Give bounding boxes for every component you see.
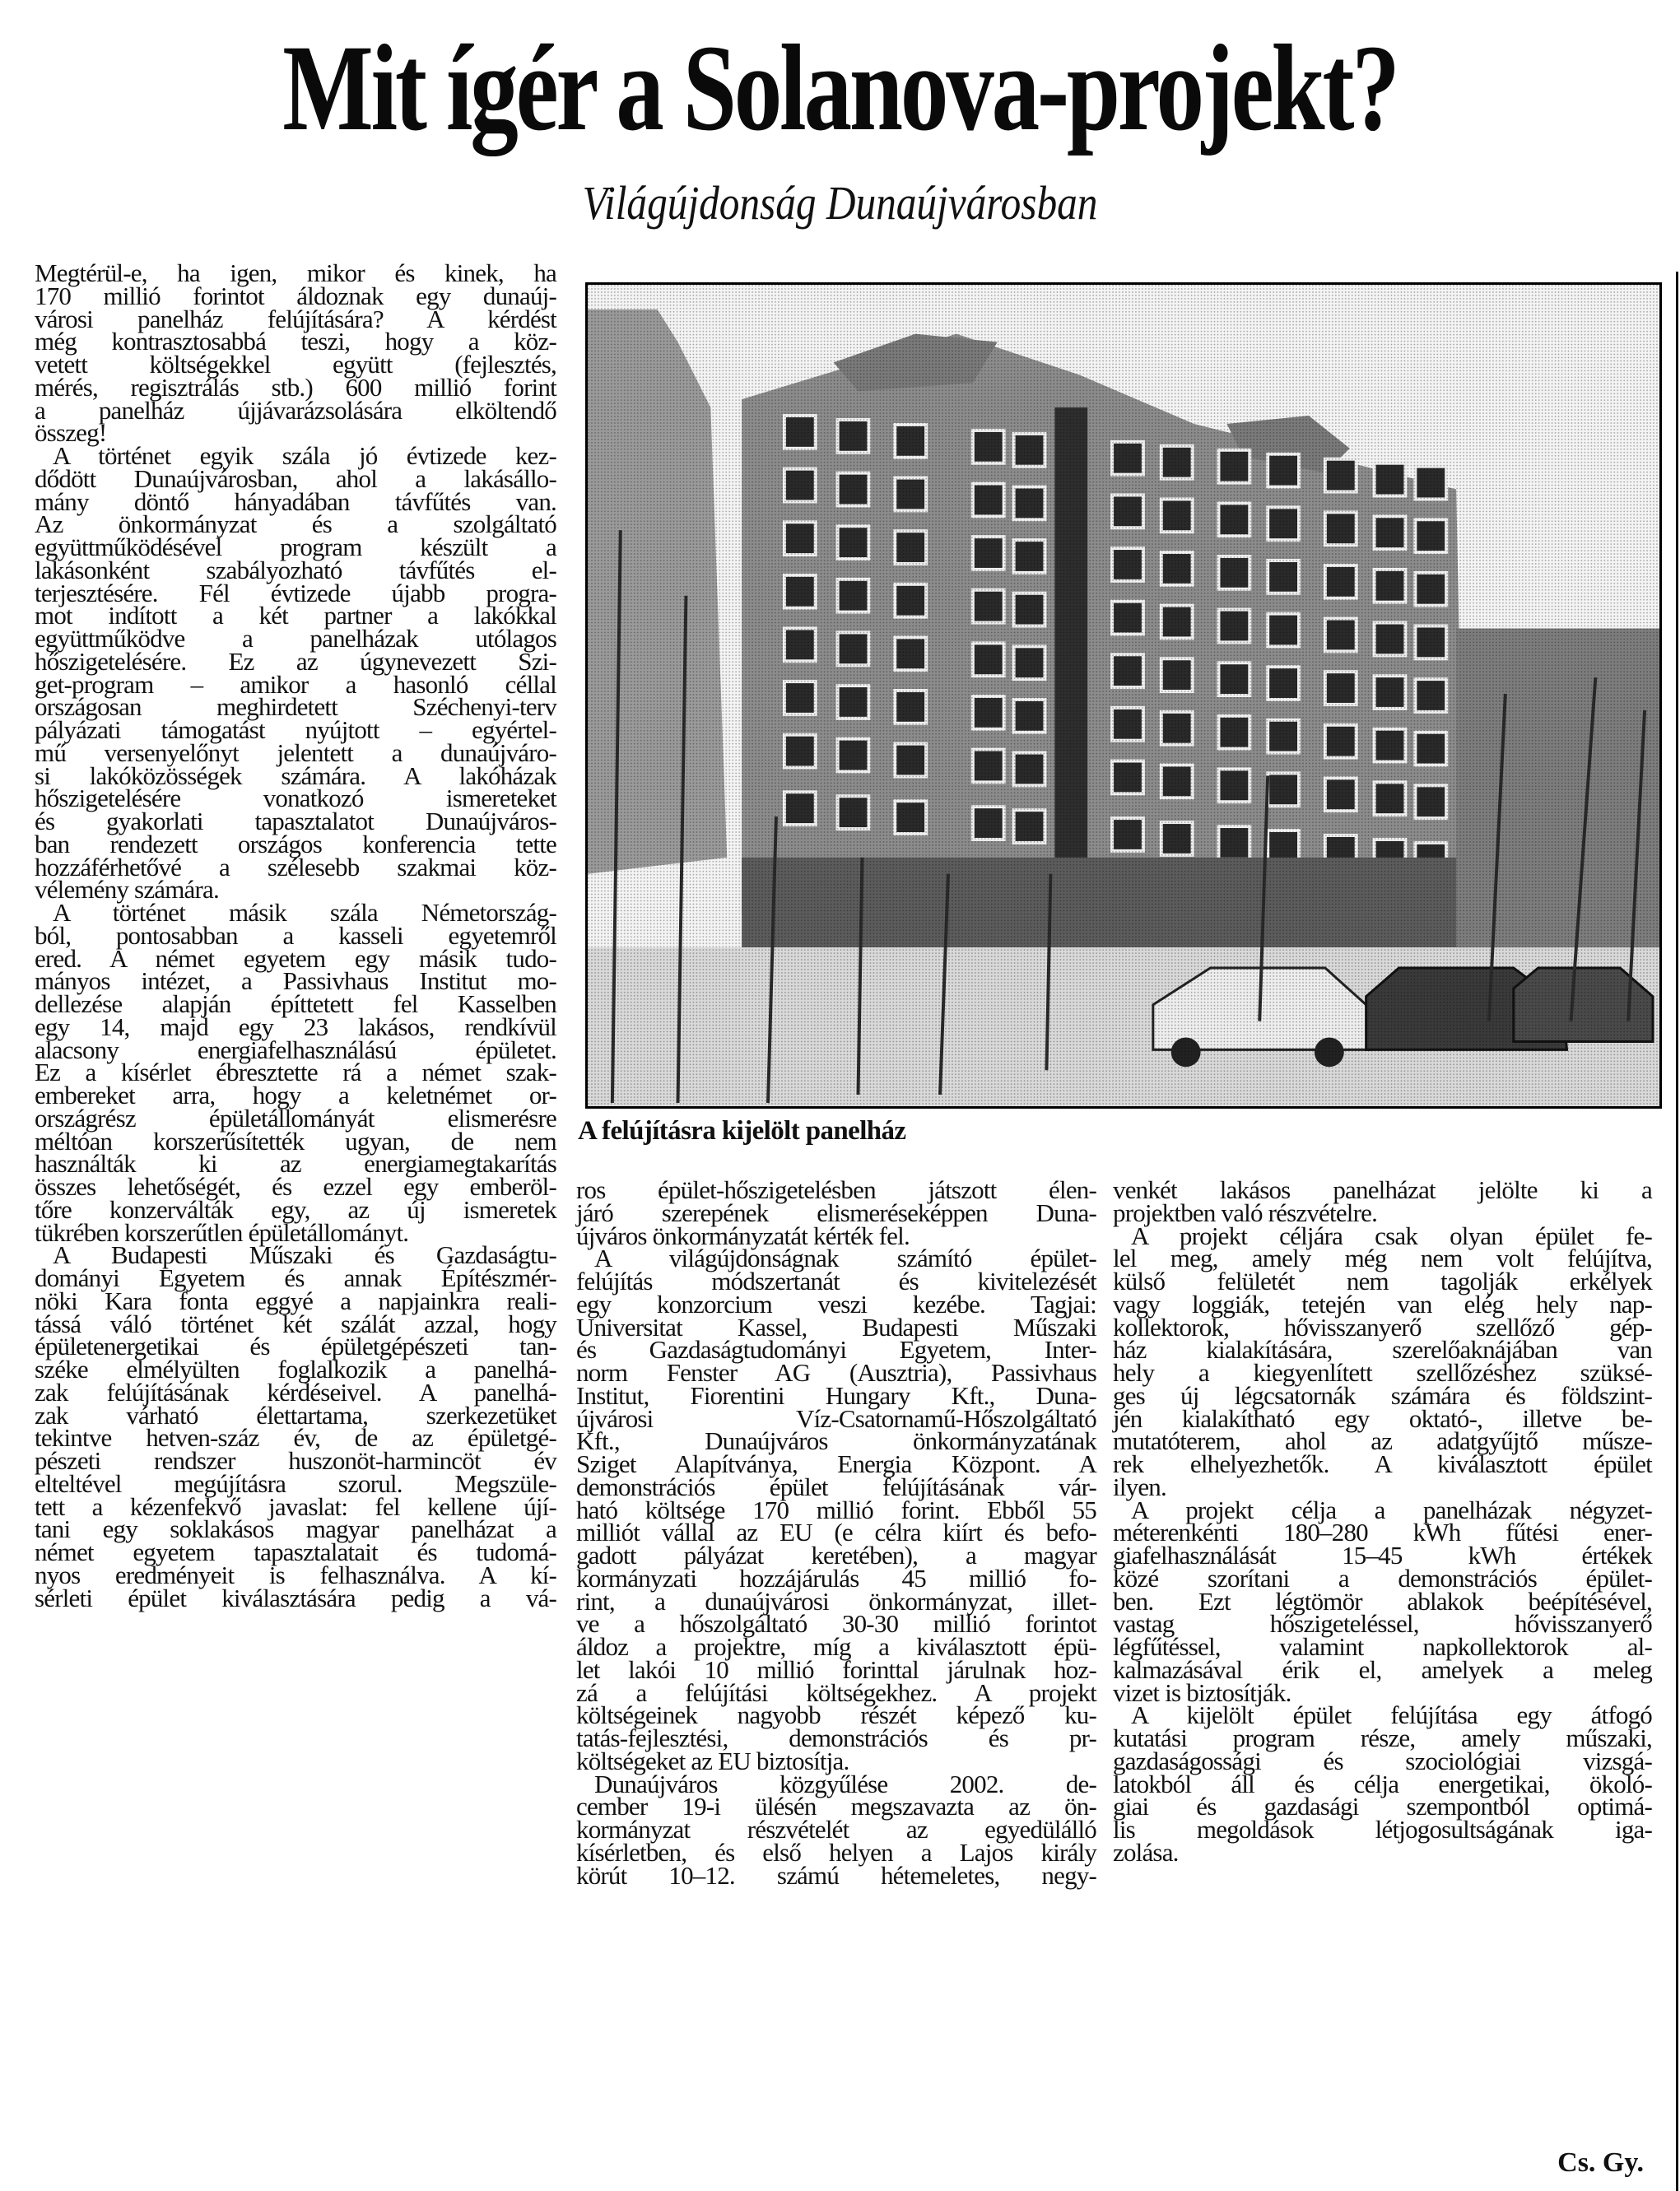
- text-line: újvárosi Víz-Csatornamű-Hőszolgáltató: [576, 1403, 1096, 1433]
- halftone-overlay: [588, 285, 1659, 1106]
- text-line: még kontrasztosabbá teszi, hogy a köz-: [35, 327, 556, 356]
- text-line: országosan meghirdetett Széchenyi-terv: [35, 692, 556, 722]
- text-line: lakásonként szabályozható távfűtés el-: [35, 555, 556, 584]
- text-line: közé szorítani a demonstrációs épület-: [1113, 1563, 1652, 1593]
- text-line: Dunaújváros közgyűlése 2002. de-: [594, 1769, 1096, 1798]
- text-line: A történet másik szála Németország-: [53, 898, 556, 927]
- text-line: ges új légcsatornák számára és földszint-: [1113, 1380, 1652, 1410]
- text-line: Ez a kísérlet ébresztette rá a német szak-: [35, 1058, 556, 1087]
- headline: Mit ígér a Solanova-projekt?: [282, 20, 1398, 156]
- text-line: ros épület-hőszigetelésben játszott élen-: [576, 1175, 1096, 1204]
- text-line: Kft., Dunaújváros önkormányzatának: [576, 1426, 1096, 1456]
- text-line: vélemény számára.: [35, 875, 219, 905]
- text-line: ház kialakítására, szerelőaknájában van: [1113, 1335, 1652, 1365]
- text-line: ve a hőszolgáltató 30-30 millió forintot: [576, 1609, 1096, 1639]
- photo-caption: A felújításra kijelölt panelház: [578, 1116, 906, 1146]
- text-line: összes lehetőségét, és ezzel egy emberöl-: [35, 1172, 556, 1201]
- text-line: gazdaságossági és szociológiai vizsgá-: [1113, 1746, 1652, 1775]
- text-line: költségeket az EU biztosítja.: [576, 1746, 849, 1775]
- text-line: felújítás módszertanát és kivitelezését: [576, 1267, 1096, 1296]
- text-line: elteltével megújításra szorul. Megszüle-: [35, 1468, 556, 1498]
- text-line: kollektorok, hővisszanyerő szellőző gép-: [1113, 1312, 1652, 1342]
- text-line: kutatási program része, amely műszaki,: [1113, 1723, 1652, 1752]
- text-line: A kijelölt épület felújítása egy átfogó: [1131, 1700, 1652, 1730]
- text-line: gadott pályázat keretében), a magyar: [576, 1541, 1096, 1570]
- text-line: tatás-fejlesztési, demonstrációs és pr-: [576, 1723, 1096, 1752]
- text-line: széke elmélyülten foglalkozik a panelhá-: [35, 1355, 556, 1384]
- text-line: ered. A német egyetem egy másik tudo-: [35, 943, 556, 973]
- text-line: pészeti rendszer huszonöt-harmincöt év: [35, 1446, 556, 1475]
- text-line: Megtérül-e, ha igen, mikor és kinek, ha: [35, 258, 556, 287]
- text-line: járó szerepének elismeréseképpen Duna-: [576, 1198, 1096, 1227]
- text-line: kormányzat részvételét az egyedülálló: [576, 1815, 1096, 1844]
- column-middle: [576, 1175, 1096, 1890]
- text-line: mű versenyelőnyt jelentett a dunaújváro-: [35, 737, 556, 767]
- text-line: rint, a dunaújvárosi önkormányzat, illet-: [576, 1586, 1096, 1616]
- text-line: venkét lakásos panelházat jelölte ki a: [1113, 1175, 1652, 1204]
- text-line: vetett költségekkel együtt (fejlesztés,: [35, 350, 556, 379]
- text-line: tükrében korszerűtlen épületállományt.: [35, 1217, 409, 1247]
- text-line: dományi Egyetem és annak Építészmér-: [35, 1263, 556, 1292]
- column-right: [1113, 1175, 1652, 1867]
- text-line: nyos eredményeit is felhasználva. A kí-: [35, 1560, 556, 1589]
- text-line: zak felújításának kérdéseivel. A panelhá-: [35, 1377, 556, 1407]
- text-line: kísérletben, és első helyen a Lajos király: [576, 1837, 1096, 1867]
- text-line: újváros önkormányzatát kérték fel.: [576, 1221, 910, 1250]
- text-line: 170 millió forintot áldoznak egy dunaúj-: [35, 281, 556, 310]
- text-line: projektben való részvételre.: [1113, 1198, 1378, 1227]
- text-line: dődött Dunaújvárosban, ahol a lakásállo-: [35, 463, 556, 493]
- text-line: tássá váló történet két szálát azzal, hogy: [35, 1309, 556, 1338]
- text-line: mérés, regisztrálás stb.) 600 millió forint: [35, 372, 556, 402]
- text-line: egy konzorcium veszi kezébe. Tagjai:: [576, 1289, 1096, 1319]
- text-line: A projekt célja a panelházak négyzet-: [1131, 1495, 1652, 1524]
- text-line: A világújdonságnak számító épület-: [594, 1244, 1096, 1273]
- text-line: latokból áll és célja energetikai, ökoló-: [1113, 1769, 1652, 1798]
- text-line: együttműködve a panelházak utólagos: [35, 624, 556, 653]
- text-line: és gyakorlati tapasztalatot Dunaújváros-: [35, 807, 556, 835]
- text-line: és Gazdaságtudományi Egyetem, Inter-: [576, 1335, 1096, 1365]
- text-line: norm Fenster AG (Ausztria), Passivhaus: [576, 1358, 1096, 1387]
- text-line: összeg!: [35, 418, 107, 448]
- text-line: dellezése alapján építtetett fel Kasselben: [35, 989, 556, 1018]
- text-line: költségeinek nagyobb részét képező ku-: [576, 1700, 1096, 1730]
- text-line: méterenkénti 180–280 kWh fűtési ener-: [1113, 1518, 1652, 1547]
- text-line: milliót vállal az EU (e célra kiírt és befo-: [576, 1518, 1096, 1547]
- text-line: nöki Kara fonta eggyé a napjainkra reali-: [35, 1286, 556, 1315]
- text-line: áldoz a projektre, míg a kiválasztott épü-: [576, 1632, 1096, 1661]
- text-line: hőszigetelésére vonatkozó ismereteket: [35, 784, 556, 813]
- subheadline: Világújdonság Dunaújvárosban: [582, 176, 1098, 230]
- text-line: zá a felújítási költségekhez. A projekt: [576, 1677, 1096, 1707]
- text-line: sérleti épület kiválasztására pedig a vá-: [35, 1583, 556, 1612]
- text-line: let lakói 10 millió forinttal járulnak hoz-: [576, 1654, 1096, 1684]
- text-line: német egyetem tapasztalatait és tudomá-: [35, 1537, 556, 1566]
- text-line: tőre konzerválták egy, az új ismeretek: [35, 1194, 556, 1224]
- text-line: giai és gazdasági szempontból optimá-: [1113, 1792, 1652, 1821]
- text-line: városi panelház felújítására? A kérdést: [35, 304, 556, 333]
- text-line: egy 14, majd egy 23 lakásos, rendkívül: [35, 1012, 556, 1041]
- text-line: get-program – amikor a hasonló céllal: [35, 669, 556, 699]
- text-line: mányos intézet, a Passivhaus Institut mo-: [35, 966, 556, 996]
- text-line: Institut, Fiorentini Hungary Kft., Duna-: [576, 1380, 1096, 1410]
- text-line: tani egy soklakásos magyar panelházat a: [35, 1514, 556, 1544]
- text-line: A Budapesti Műszaki és Gazdaságtu-: [53, 1240, 556, 1270]
- text-line: lis megoldások létjogosultságának iga-: [1113, 1815, 1652, 1844]
- text-line: együttműködésével program készült a: [35, 533, 556, 561]
- text-line: külső felületét nem tagolják erkélyek: [1113, 1267, 1652, 1296]
- building-photo-image: [588, 285, 1659, 1106]
- text-line: ilyen.: [1113, 1472, 1166, 1501]
- text-line: zak várható élettartama, szerkezetüket: [35, 1400, 556, 1430]
- text-line: jén kialakítható egy oktató-, illetve be-: [1113, 1403, 1652, 1433]
- text-line: demonstrációs épület felújításának vár-: [576, 1472, 1096, 1501]
- text-line: vagy loggiák, tetején van elég hely nap-: [1113, 1289, 1652, 1319]
- text-line: mot indított a két partner a lakókkal: [35, 601, 556, 630]
- author-signature: Cs. Gy.: [1557, 2147, 1644, 2178]
- column-rule: [1676, 272, 1678, 2191]
- text-line: használták ki az energiamegtakarítás: [35, 1149, 556, 1179]
- text-line: ban rendezett országos konferencia tette: [35, 829, 556, 858]
- text-line: ható költsége 170 millió forint. Ebből 55: [576, 1495, 1096, 1524]
- column-left: [35, 258, 556, 1612]
- text-line: A történet egyik szála jó évtizede kez-: [53, 441, 556, 470]
- text-line: Sziget Alapítványa, Energia Központ. A: [576, 1449, 1096, 1478]
- text-line: giafelhasználását 15–45 kWh értékek: [1113, 1541, 1652, 1570]
- text-line: kormányzati hozzájárulás 45 millió fo-: [576, 1563, 1096, 1593]
- text-line: cember 19-i ülésén megszavazta az ön-: [576, 1792, 1096, 1821]
- text-line: mány döntő hányadában távfűtés van.: [35, 486, 556, 516]
- text-line: ból, pontosabban a kasseli egyetemről: [35, 920, 556, 950]
- text-line: terjesztésére. Fél évtizede újabb progra-: [35, 578, 556, 607]
- text-line: épületenergetikai és épületgépészeti tan-: [35, 1332, 556, 1361]
- text-line: mutatóterem, ahol az adatgyűjtő műsze-: [1113, 1426, 1652, 1456]
- text-line: si lakóközösségek számára. A lakóházak: [35, 761, 556, 790]
- text-line: hozzáférhetővé a szélesebb szakmai köz-: [35, 852, 556, 882]
- text-line: vizet is biztosítják.: [1113, 1677, 1291, 1707]
- text-line: embereket arra, hogy a keletnémet or-: [35, 1081, 556, 1109]
- text-line: kalmazásával érik el, amelyek a meleg: [1113, 1654, 1652, 1684]
- text-line: lel meg, amely még nem volt felújítva,: [1113, 1244, 1652, 1273]
- text-line: hőszigetelésére. Ez az úgynevezett Szi-: [35, 646, 556, 676]
- text-line: alacsony energiafelhasználású épületet.: [35, 1035, 556, 1064]
- text-line: a panelház újjávarázsolására elköltendő: [35, 395, 556, 425]
- text-line: ben. Ezt légtömör ablakok beépítésével,: [1113, 1586, 1652, 1616]
- text-line: vastag hőszigeteléssel, hővisszanyerő: [1113, 1609, 1652, 1639]
- text-line: zolása.: [1113, 1837, 1179, 1867]
- building-photo: [585, 282, 1662, 1109]
- text-line: A projekt céljára csak olyan épület fe-: [1131, 1221, 1652, 1250]
- text-line: légfűtéssel, valamint napkollektorok al-: [1113, 1632, 1652, 1661]
- text-line: országrész épületállományát elismerésre: [35, 1103, 556, 1133]
- text-line: Universitat Kassel, Budapesti Műszaki: [576, 1312, 1096, 1342]
- text-line: tett a kézenfekvő javaslat: fel kellene újí-: [35, 1491, 556, 1521]
- text-line: hely a kiegyenlített szellőzéshez szüksé-: [1113, 1358, 1652, 1387]
- text-line: Az önkormányzat és a szolgáltató: [35, 509, 556, 539]
- text-line: rek elhelyezhetők. A kiválasztott épület: [1113, 1449, 1652, 1478]
- text-line: körút 10–12. számú hétemeletes, negy-: [576, 1860, 1096, 1890]
- text-line: tekintve hetven-száz év, de az épületgé-: [35, 1423, 556, 1453]
- text-line: pályázati támogatást nyújtott – egyértel-: [35, 715, 556, 744]
- text-line: méltóan korszerűsítették ugyan, de nem: [35, 1126, 556, 1156]
